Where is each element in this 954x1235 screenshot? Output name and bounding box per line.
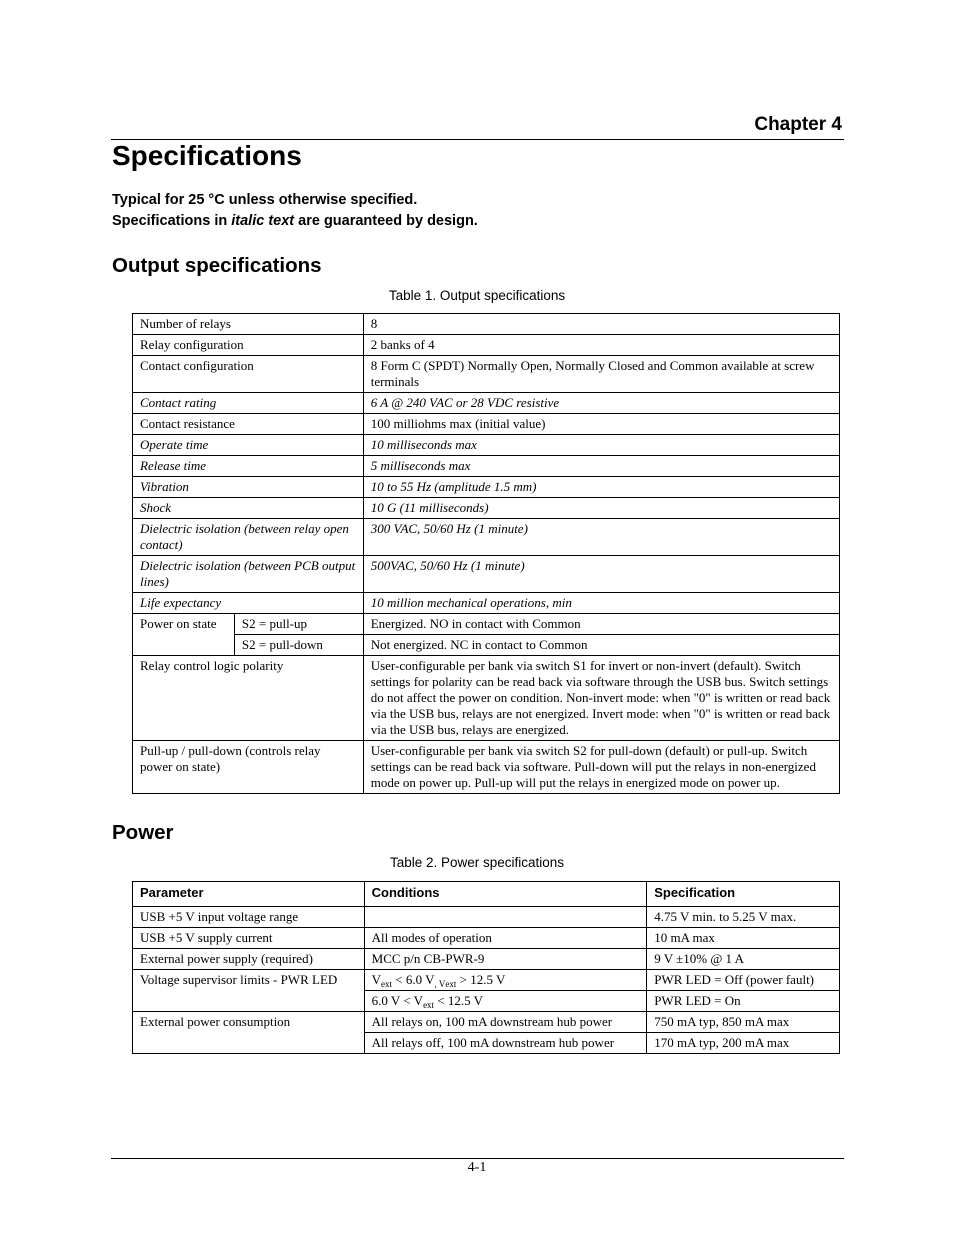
intro-italic-note: [112, 213, 478, 229]
table-row: [133, 949, 840, 970]
footer-rule: [111, 1158, 844, 1159]
spec-label: Shock: [133, 498, 364, 519]
power-spec: 9 V ±10% @ 1 A: [647, 949, 840, 970]
output-spec-table: [132, 313, 840, 794]
cond-text: 6.0 V < V: [371, 993, 424, 1008]
power-parameter: USB +5 V input voltage range: [133, 907, 365, 928]
table-row: [133, 435, 840, 456]
power-conditions: All relays off, 100 mA downstream hub power: [364, 1033, 647, 1054]
subscript: ext: [445, 979, 457, 989]
spec-label: Relay configuration: [133, 335, 364, 356]
power-spec: 4.75 V min. to 5.25 V max.: [647, 907, 840, 928]
table-row: [133, 335, 840, 356]
table-row: [133, 1012, 840, 1033]
power-conditions: All relays on, 100 mA downstream hub power: [364, 1012, 647, 1033]
column-header-specification: Specification: [647, 882, 840, 907]
spec-label: Pull-up / pull-down (controls relay power on state): [133, 741, 364, 794]
power-parameter: External power consumption: [133, 1012, 365, 1054]
table-row: [133, 614, 840, 635]
table-row: [133, 970, 840, 991]
spec-label: Number of relays: [133, 314, 364, 335]
table-header-row: [133, 882, 840, 907]
spec-label: Vibration: [133, 477, 364, 498]
power-spec: PWR LED = Off (power fault): [647, 970, 840, 991]
table-row: [133, 393, 840, 414]
intro-text-post: are guaranteed by design.: [294, 213, 478, 229]
column-header-parameter: Parameter: [133, 882, 365, 907]
spec-label: Dielectric isolation (between relay open contact): [133, 519, 364, 556]
chapter-label: Chapter 4: [754, 114, 842, 135]
cond-text: > 12.5 V: [456, 972, 506, 987]
spec-value: Not energized. NC in contact to Common: [363, 635, 839, 656]
spec-value: 8 Form C (SPDT) Normally Open, Normally Closed and Common available at screw terminals: [363, 356, 839, 393]
table-row: [133, 593, 840, 614]
spec-value: 2 banks of 4: [363, 335, 839, 356]
table-row: [133, 314, 840, 335]
table-row: [133, 656, 840, 741]
table-row: [133, 928, 840, 949]
output-table-caption: Table 1. Output specifications: [388, 288, 566, 303]
subscript: ext: [423, 1000, 435, 1010]
power-parameter: USB +5 V supply current: [133, 928, 365, 949]
spec-value: User-configurable per bank via switch S2 for pull-down (default) or pull-up. Switch settings can be read back via software. Pull-down will put the relays in non-energized mode on power up. Pull-up will put the relays in energized mode on power up.: [363, 741, 839, 794]
table-row: [133, 907, 840, 928]
power-spec: PWR LED = On: [647, 991, 840, 1012]
power-spec: 170 mA typ, 200 mA max: [647, 1033, 840, 1054]
spec-value: 5 milliseconds max: [363, 456, 839, 477]
power-conditions: [364, 991, 647, 1012]
column-header-conditions: Conditions: [364, 882, 647, 907]
intro-typical: Typical for 25 °C unless otherwise specified.: [112, 192, 418, 208]
spec-value: 10 milliseconds max: [363, 435, 839, 456]
power-conditions: [364, 970, 647, 991]
table-row: [133, 477, 840, 498]
cond-text: < 6.0 V: [392, 972, 435, 987]
spec-label: Operate time: [133, 435, 364, 456]
spec-value: 100 milliohms max (initial value): [363, 414, 839, 435]
intro-text-italic: italic text: [231, 213, 295, 229]
cond-text: < 12.5 V: [434, 993, 484, 1008]
spec-value: 10 G (11 milliseconds): [363, 498, 839, 519]
table-row: [133, 498, 840, 519]
table-row: [133, 356, 840, 393]
table-row: [133, 456, 840, 477]
spec-value: 300 VAC, 50/60 Hz (1 minute): [363, 519, 839, 556]
page-number: 4-1: [467, 1160, 487, 1175]
table-row: [133, 741, 840, 794]
spec-label: Life expectancy: [133, 593, 364, 614]
cond-text: , V: [434, 979, 446, 989]
spec-value: User-configurable per bank via switch S1 for invert or non-invert (default). Switch settings for polarity can be read back via software through the USB bus. Switch settings do not affect the power on condition. Non-invert mode: when "0" is written or read back via the USB bus, relays are not energized. Invert mode: when "0" is written or read back via the USB bus, relays are energized.: [363, 656, 839, 741]
spec-value: 6 A @ 240 VAC or 28 VDC resistive: [363, 393, 839, 414]
spec-label: Contact resistance: [133, 414, 364, 435]
spec-value: 10 to 55 Hz (amplitude 1.5 mm): [363, 477, 839, 498]
power-conditions: [364, 907, 647, 928]
power-table-caption: Table 2. Power specifications: [389, 855, 565, 870]
power-parameter: External power supply (required): [133, 949, 365, 970]
spec-label: Contact configuration: [133, 356, 364, 393]
power-spec-table: [132, 881, 840, 1054]
page-title: Specifications: [112, 140, 302, 171]
spec-value: 500VAC, 50/60 Hz (1 minute): [363, 556, 839, 593]
spec-sublabel: S2 = pull-up: [234, 614, 363, 635]
intro-text-pre: Specifications in: [112, 213, 232, 229]
spec-label: Relay control logic polarity: [133, 656, 364, 741]
table-row: [133, 414, 840, 435]
power-spec: 750 mA typ, 850 mA max: [647, 1012, 840, 1033]
spec-label: Power on state: [133, 614, 235, 656]
table-row: [133, 556, 840, 593]
spec-sublabel: S2 = pull-down: [234, 635, 363, 656]
spec-value: 10 million mechanical operations, min: [363, 593, 839, 614]
power-heading: Power: [112, 821, 174, 844]
table-row: [133, 635, 840, 656]
power-conditions: MCC p/n CB-PWR-9: [364, 949, 647, 970]
power-spec: 10 mA max: [647, 928, 840, 949]
cond-text: V: [371, 972, 382, 987]
power-conditions: All modes of operation: [364, 928, 647, 949]
subscript: ext: [381, 979, 393, 989]
spec-label: Contact rating: [133, 393, 364, 414]
spec-value: 8: [363, 314, 839, 335]
spec-label: Dielectric isolation (between PCB output lines): [133, 556, 364, 593]
spec-label: Release time: [133, 456, 364, 477]
output-heading: Output specifications: [112, 254, 322, 277]
spec-value: Energized. NO in contact with Common: [363, 614, 839, 635]
power-parameter: Voltage supervisor limits - PWR LED: [133, 970, 365, 1012]
table-row: [133, 519, 840, 556]
